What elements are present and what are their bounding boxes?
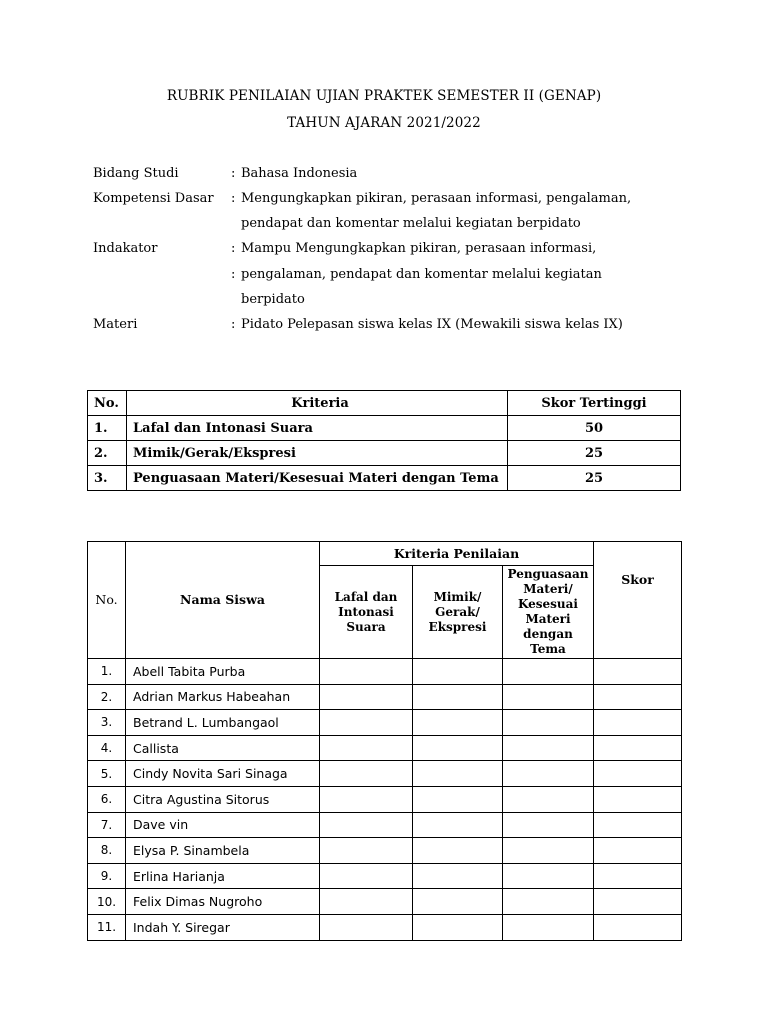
mimik-line1: Mimik/ — [433, 589, 482, 604]
student-row — [88, 812, 682, 838]
student-header-row-1 — [88, 542, 682, 566]
header-skor — [594, 542, 682, 659]
student-name: Dave vin — [126, 812, 320, 838]
info-indikator-row — [0, 236, 768, 261]
student-no: 3. — [88, 710, 126, 736]
info-kompetensi-row2 — [0, 211, 768, 236]
score-lafal-cell[interactable] — [320, 863, 413, 889]
header-kriteria-penilaian — [320, 542, 594, 566]
indikator-label: Indakator — [93, 241, 158, 256]
student-name: Cindy Novita Sari Sinaga — [126, 761, 320, 787]
document-title: RUBRIK PENILAIAN UJIAN PRAKTEK SEMESTER II (GENAP) — [166, 88, 602, 104]
score-lafal-cell[interactable] — [320, 889, 413, 915]
student-name: Felix Dimas Nugroho — [126, 889, 320, 915]
lafal-line3: Suara — [346, 619, 386, 634]
header-penguasaan — [503, 566, 594, 659]
colon: : — [231, 191, 236, 206]
student-row — [88, 735, 682, 761]
score-lafal-cell[interactable] — [320, 659, 413, 685]
score-total-cell[interactable] — [594, 786, 682, 812]
lafal-line1: Lafal dan — [334, 589, 398, 604]
criteria-header-row — [88, 391, 681, 416]
criteria-score: 50 — [508, 416, 681, 441]
student-name: Erlina Harianja — [126, 863, 320, 889]
score-penguasaan-cell[interactable] — [503, 812, 594, 838]
score-penguasaan-cell[interactable] — [503, 863, 594, 889]
kompetensi-value-line1: Mengungkapkan pikiran, perasaan informasi, pengalaman, — [241, 191, 632, 206]
criteria-row — [88, 416, 681, 441]
score-mimik-cell[interactable] — [413, 659, 503, 685]
score-total-cell[interactable] — [594, 710, 682, 736]
criteria-no: 1. — [88, 416, 127, 441]
materi-label: Materi — [93, 317, 138, 332]
colon: : — [231, 317, 236, 332]
info-bidang-row — [0, 161, 768, 186]
score-total-cell[interactable] — [594, 838, 682, 864]
header-lafal — [320, 566, 413, 659]
student-no: 1. — [88, 659, 126, 685]
score-total-cell[interactable] — [594, 684, 682, 710]
mimik-line3: Ekspresi — [428, 619, 487, 634]
score-mimik-cell[interactable] — [413, 812, 503, 838]
score-lafal-cell[interactable] — [320, 786, 413, 812]
bidang-value: Bahasa Indonesia — [241, 166, 358, 181]
header-no: No. — [88, 391, 127, 416]
student-name: Betrand L. Lumbangaol — [126, 710, 320, 736]
student-name: Indah Y. Siregar — [126, 914, 320, 940]
student-no: 6. — [88, 786, 126, 812]
header-kriteria-text: Kriteria Penilaian — [393, 545, 520, 561]
indikator-value-line1: Mampu Mengungkapkan pikiran, perasaan informasi, — [241, 241, 597, 256]
document-subtitle: TAHUN AJARAN 2021/2022 — [287, 115, 481, 131]
student-name: Citra Agustina Sitorus — [126, 786, 320, 812]
score-penguasaan-cell[interactable] — [503, 735, 594, 761]
penguasaan-line4: Materi — [525, 612, 571, 626]
header-nama-siswa — [126, 542, 320, 659]
score-mimik-cell[interactable] — [413, 838, 503, 864]
score-penguasaan-cell[interactable] — [503, 684, 594, 710]
header-no-text: No. — [95, 592, 118, 607]
student-row — [88, 863, 682, 889]
info-kompetensi-row — [0, 186, 768, 211]
score-lafal-cell[interactable] — [320, 914, 413, 940]
student-no: 2. — [88, 684, 126, 710]
score-penguasaan-cell[interactable] — [503, 659, 594, 685]
score-mimik-cell[interactable] — [413, 863, 503, 889]
criteria-row — [88, 466, 681, 491]
mimik-line2: Gerak/ — [435, 604, 480, 619]
score-mimik-cell[interactable] — [413, 889, 503, 915]
student-name: Callista — [126, 735, 320, 761]
lafal-line2: Intonasi — [338, 604, 394, 619]
kompetensi-value-line2: pendapat dan komentar melalui kegiatan berpidato — [241, 216, 581, 231]
student-name: Elysa P. Sinambela — [126, 838, 320, 864]
criteria-no: 2. — [88, 441, 127, 466]
score-total-cell[interactable] — [594, 659, 682, 685]
score-penguasaan-cell[interactable] — [503, 761, 594, 787]
score-lafal-cell[interactable] — [320, 710, 413, 736]
criteria-row — [88, 441, 681, 466]
student-table — [87, 541, 682, 941]
score-total-cell[interactable] — [594, 812, 682, 838]
score-penguasaan-cell[interactable] — [503, 838, 594, 864]
penguasaan-line1: Penguasaan — [507, 567, 589, 581]
student-no: 4. — [88, 735, 126, 761]
kompetensi-label: Kompetensi Dasar — [93, 191, 214, 206]
colon: : — [231, 267, 236, 282]
header-nama-text: Nama Siswa — [180, 592, 265, 607]
header-no — [88, 542, 126, 659]
score-mimik-cell[interactable] — [413, 786, 503, 812]
student-row — [88, 838, 682, 864]
colon: : — [231, 166, 236, 181]
student-row — [88, 684, 682, 710]
score-mimik-cell[interactable] — [413, 735, 503, 761]
criteria-table — [87, 390, 681, 491]
score-lafal-cell[interactable] — [320, 735, 413, 761]
student-no: 11. — [88, 914, 126, 940]
score-mimik-cell[interactable] — [413, 684, 503, 710]
criteria-name: Lafal dan Intonasi Suara — [127, 416, 508, 441]
criteria-score: 25 — [508, 441, 681, 466]
student-no: 7. — [88, 812, 126, 838]
score-mimik-cell[interactable] — [413, 761, 503, 787]
materi-value: Pidato Pelepasan siswa kelas IX (Mewakili siswa kelas IX) — [241, 317, 623, 332]
score-total-cell[interactable] — [594, 735, 682, 761]
header-skor-text: Skor — [621, 572, 654, 587]
info-materi-row — [0, 312, 768, 337]
penguasaan-line2: Materi/ — [523, 582, 573, 596]
criteria-no: 3. — [88, 466, 127, 491]
student-no: 9. — [88, 863, 126, 889]
score-total-cell[interactable] — [594, 889, 682, 915]
criteria-score: 25 — [508, 466, 681, 491]
student-no: 8. — [88, 838, 126, 864]
student-row — [88, 659, 682, 685]
penguasaan-line3: Kesesuai — [517, 597, 578, 611]
student-row — [88, 710, 682, 736]
score-penguasaan-cell[interactable] — [503, 786, 594, 812]
score-total-cell[interactable] — [594, 863, 682, 889]
indikator-value-line3: berpidato — [241, 292, 305, 307]
penguasaan-line5: dengan — [523, 627, 573, 641]
score-total-cell[interactable] — [594, 761, 682, 787]
header-kriteria: Kriteria — [127, 391, 508, 416]
student-no: 10. — [88, 889, 126, 915]
header-skor-tertinggi: Skor Tertinggi — [508, 391, 681, 416]
student-row — [88, 889, 682, 915]
score-total-cell[interactable] — [594, 914, 682, 940]
student-row — [88, 914, 682, 940]
bidang-label: Bidang Studi — [93, 166, 179, 181]
score-mimik-cell[interactable] — [413, 914, 503, 940]
student-no: 5. — [88, 761, 126, 787]
score-penguasaan-cell[interactable] — [503, 914, 594, 940]
score-penguasaan-cell[interactable] — [503, 889, 594, 915]
info-indikator-row2 — [0, 262, 768, 287]
criteria-name: Penguasaan Materi/Kesesuai Materi dengan Tema — [127, 466, 508, 491]
student-name: Abell Tabita Purba — [126, 659, 320, 685]
student-name: Adrian Markus Habeahan — [126, 684, 320, 710]
info-indikator-row3 — [0, 287, 768, 312]
score-lafal-cell[interactable] — [320, 812, 413, 838]
criteria-name: Mimik/Gerak/Ekspresi — [127, 441, 508, 466]
colon: : — [231, 241, 236, 256]
student-row — [88, 761, 682, 787]
header-mimik — [413, 566, 503, 659]
score-lafal-cell[interactable] — [320, 684, 413, 710]
score-penguasaan-cell[interactable] — [503, 710, 594, 736]
student-row — [88, 786, 682, 812]
score-lafal-cell[interactable] — [320, 761, 413, 787]
score-lafal-cell[interactable] — [320, 838, 413, 864]
score-mimik-cell[interactable] — [413, 710, 503, 736]
indikator-value-line2: pengalaman, pendapat dan komentar melalui kegiatan — [241, 267, 602, 282]
penguasaan-line6: Tema — [530, 642, 566, 656]
